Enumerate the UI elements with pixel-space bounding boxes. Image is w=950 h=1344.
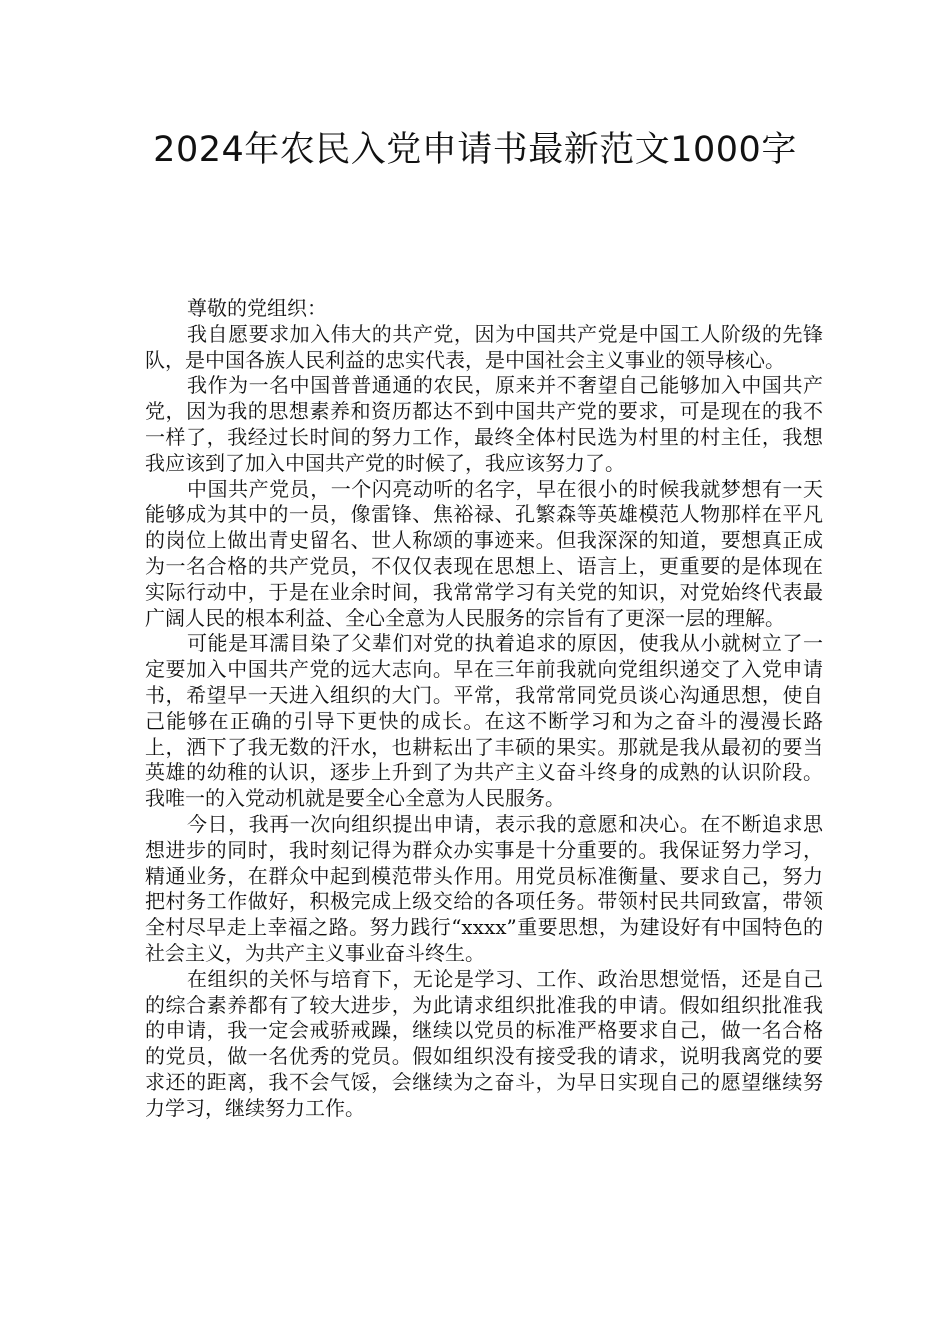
document-body [145,296,823,1122]
paragraph-6: 在组织的关怀与培育下，无论是学习、工作、政治思想觉悟，还是自己的综合素养都有了较大进步，为此请求组织批准我的申请。假如组织批准我的申请，我一定会戒骄戒躁，继续以党员的标准严格要求自己，做一名合格的党员，做一名优秀的党员。假如组织没有接受我的请求，说明我离党的要求还的距离，我不会气馁，会继续为之奋斗，为早日实现自己的愿望继续努力学习，继续努力工作。 [145,966,823,1120]
document-title: 2024年农民入党申请书最新范文1000字 [153,130,797,170]
paragraph-3: 中国共产党员，一个闪亮动听的名字，早在很小的时候我就梦想有一天能够成为其中的一员，像雷锋、焦裕禄、孔繁森等英雄模范人物那样在平凡的岗位上做出青史留名、世人称颂的事迹来。但我深深的知道，要想真正成为一名合格的共产党员，不仅仅表现在思想上、语言上，更重要的是体现在实际行动中，于是在业余时间，我常常学习有关党的知识，对党始终代表最广阔人民的根本利益、全心全意为人民服务的宗旨有了更深一层的理解。 [145,476,823,630]
paragraph-4: 可能是耳濡目染了父辈们对党的执着追求的原因，使我从小就树立了一定要加入中国共产党的远大志向。早在三年前我就向党组织递交了入党申请书，希望早一天进入组织的大门。平常，我常常同党员谈心沟通思想，使自己能够在正确的引导下更快的成长。在这不断学习和为之奋斗的漫漫长路上，洒下了我无数的汗水，也耕耘出了丰硕的果实。那就是我从最初的要当英雄的幼稚的认识，逐步上升到了为共产主义奋斗终身的成熟的认识阶段。我唯一的入党动机就是要全心全意为人民服务。 [145,631,823,811]
paragraph-1: 我自愿要求加入伟大的共产党，因为中国共产党是中国工人阶级的先锋队，是中国各族人民利益的忠实代表，是中国社会主义事业的领导核心。 [145,321,823,372]
paragraph-2: 我作为一名中国普普通通的农民，原来并不奢望自己能够加入中国共产党，因为我的思想素养和资历都达不到中国共产党的要求，可是现在的我不一样了，我经过长时间的努力工作，最终全体村民选为村里的村主任，我想我应该到了加入中国共产党的时候了，我应该努力了。 [145,373,823,475]
paragraph-5: 今日，我再一次向组织提出申请，表示我的意愿和决心。在不断追求思想进步的同时，我时刻记得为群众办实事是十分重要的。我保证努力学习，精通业务，在群众中起到模范带头作用。用党员标准衡量、要求自己，努力把村务工作做好，积极完成上级交给的各项任务。带领村民共同致富，带领全村尽早走上幸福之路。努力践行“xxxx”重要思想，为建设好有中国特色的社会主义，为共产主义事业奋斗终生。 [145,811,823,965]
salutation: 尊敬的党组织： [187,296,327,320]
